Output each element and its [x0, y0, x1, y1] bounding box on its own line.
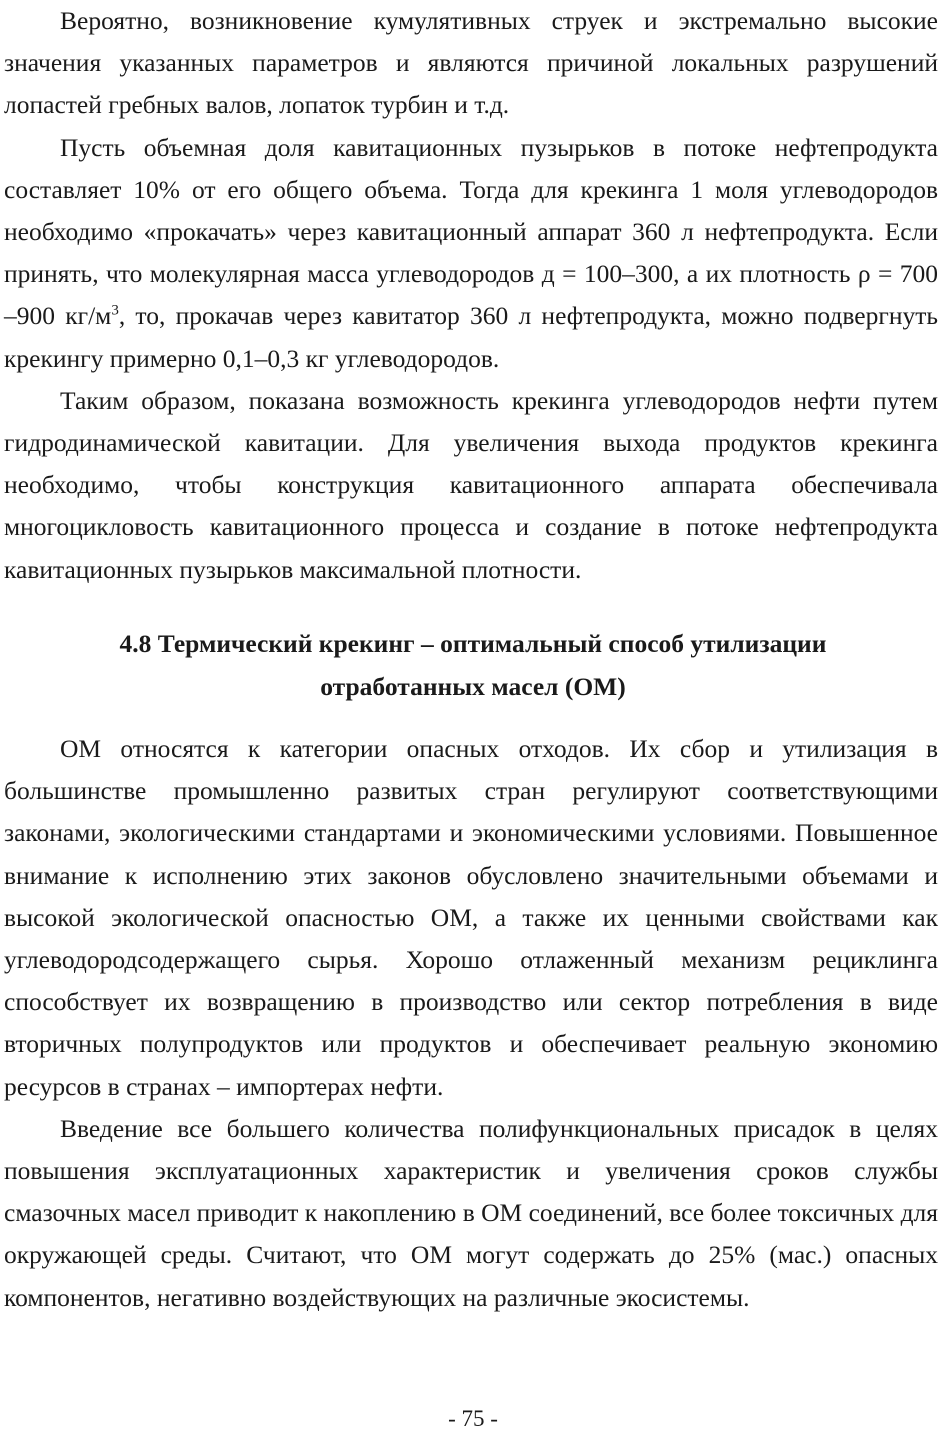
- paragraph-conclusion: Таким образом, показана возможность крекинга углеводородов нефти путем гидродинамической кавитации. Для увеличения выхода продуктов крекинга необходимо, чтобы конструкция кавитационного аппарата обеспечивала многоцикловость кавитационного процесса и создание в потоке нефтепродукта кавитационных пузырьков максимальной плотности.: [4, 385, 938, 584]
- paragraph-cumulative-jets: Вероятно, возникновение кумулятивных струек и экстремально высокие значения указанных параметров и являются причиной локальных разрушений лопастей гребных валов, лопаток турбин и т.д.: [4, 6, 938, 120]
- paragraph-additives: Введение все большего количества полифункциональных присадок в целях повышения эксплуатационных характеристик и увеличения сроков службы смазочных масел приводит к накоплению в ОМ соединений, все более токсичных для окружающей среды. Считают, что ОМ могут содержать до 25% (мас.) опасных компонентов, негативно воздействующих на различные экосистемы.: [4, 1113, 938, 1312]
- paragraph-cavitation-tail: , то, прокачав через кавитатор 360 л нефтепродукта, можно подвергнуть крекингу примерно 0,1–0,3 кг углеводородов.: [4, 301, 938, 373]
- paragraph-cavitation-bubbles: [4, 127, 938, 380]
- density-unit-superscript: 3: [111, 302, 119, 319]
- body-text-top: [4, 0, 938, 591]
- section-heading: [0, 622, 946, 708]
- section-heading-line-2: отработанных масел (ОМ): [320, 672, 626, 701]
- page-number: - 75 -: [448, 1406, 498, 1431]
- paragraph-hazardous-waste: ОМ относятся к категории опасных отходов. Их сбор и утилизация в большинстве промышленно развитых стран регулируют соответствующими законами, экологическими стандартами и экономическими условиями. Повышенное внимание к исполнению этих законов обусловлено значительными объемами и высокой экологической опасностью ОМ, а также их ценными свойствами как углеводородсодержащего сырья. Хорошо отлаженный механизм рециклинга способствует их возвращению в производство или сектор потребления в виде вторичных полупродуктов или продуктов и обеспечивает реальную экономию ресурсов в странах – импортерах нефти.: [4, 734, 938, 1101]
- section-heading-line-1: 4.8 Термический крекинг – оптимальный способ утилизации: [119, 629, 827, 658]
- paragraph-cavitation-text: Пусть объемная доля кавитационных пузырьков в потоке нефтепродукта составляет 10% от его общего объема. Тогда для крекинга 1 моля углеводородов необходимо «прокачать» через кавитационный аппарат 360 л нефтепродукта. Если принять, что молекулярная масса углеводородов д = 100–300, а их плотность ρ = 700 –900 кг/м: [4, 132, 938, 331]
- body-text-bottom: [4, 728, 938, 1319]
